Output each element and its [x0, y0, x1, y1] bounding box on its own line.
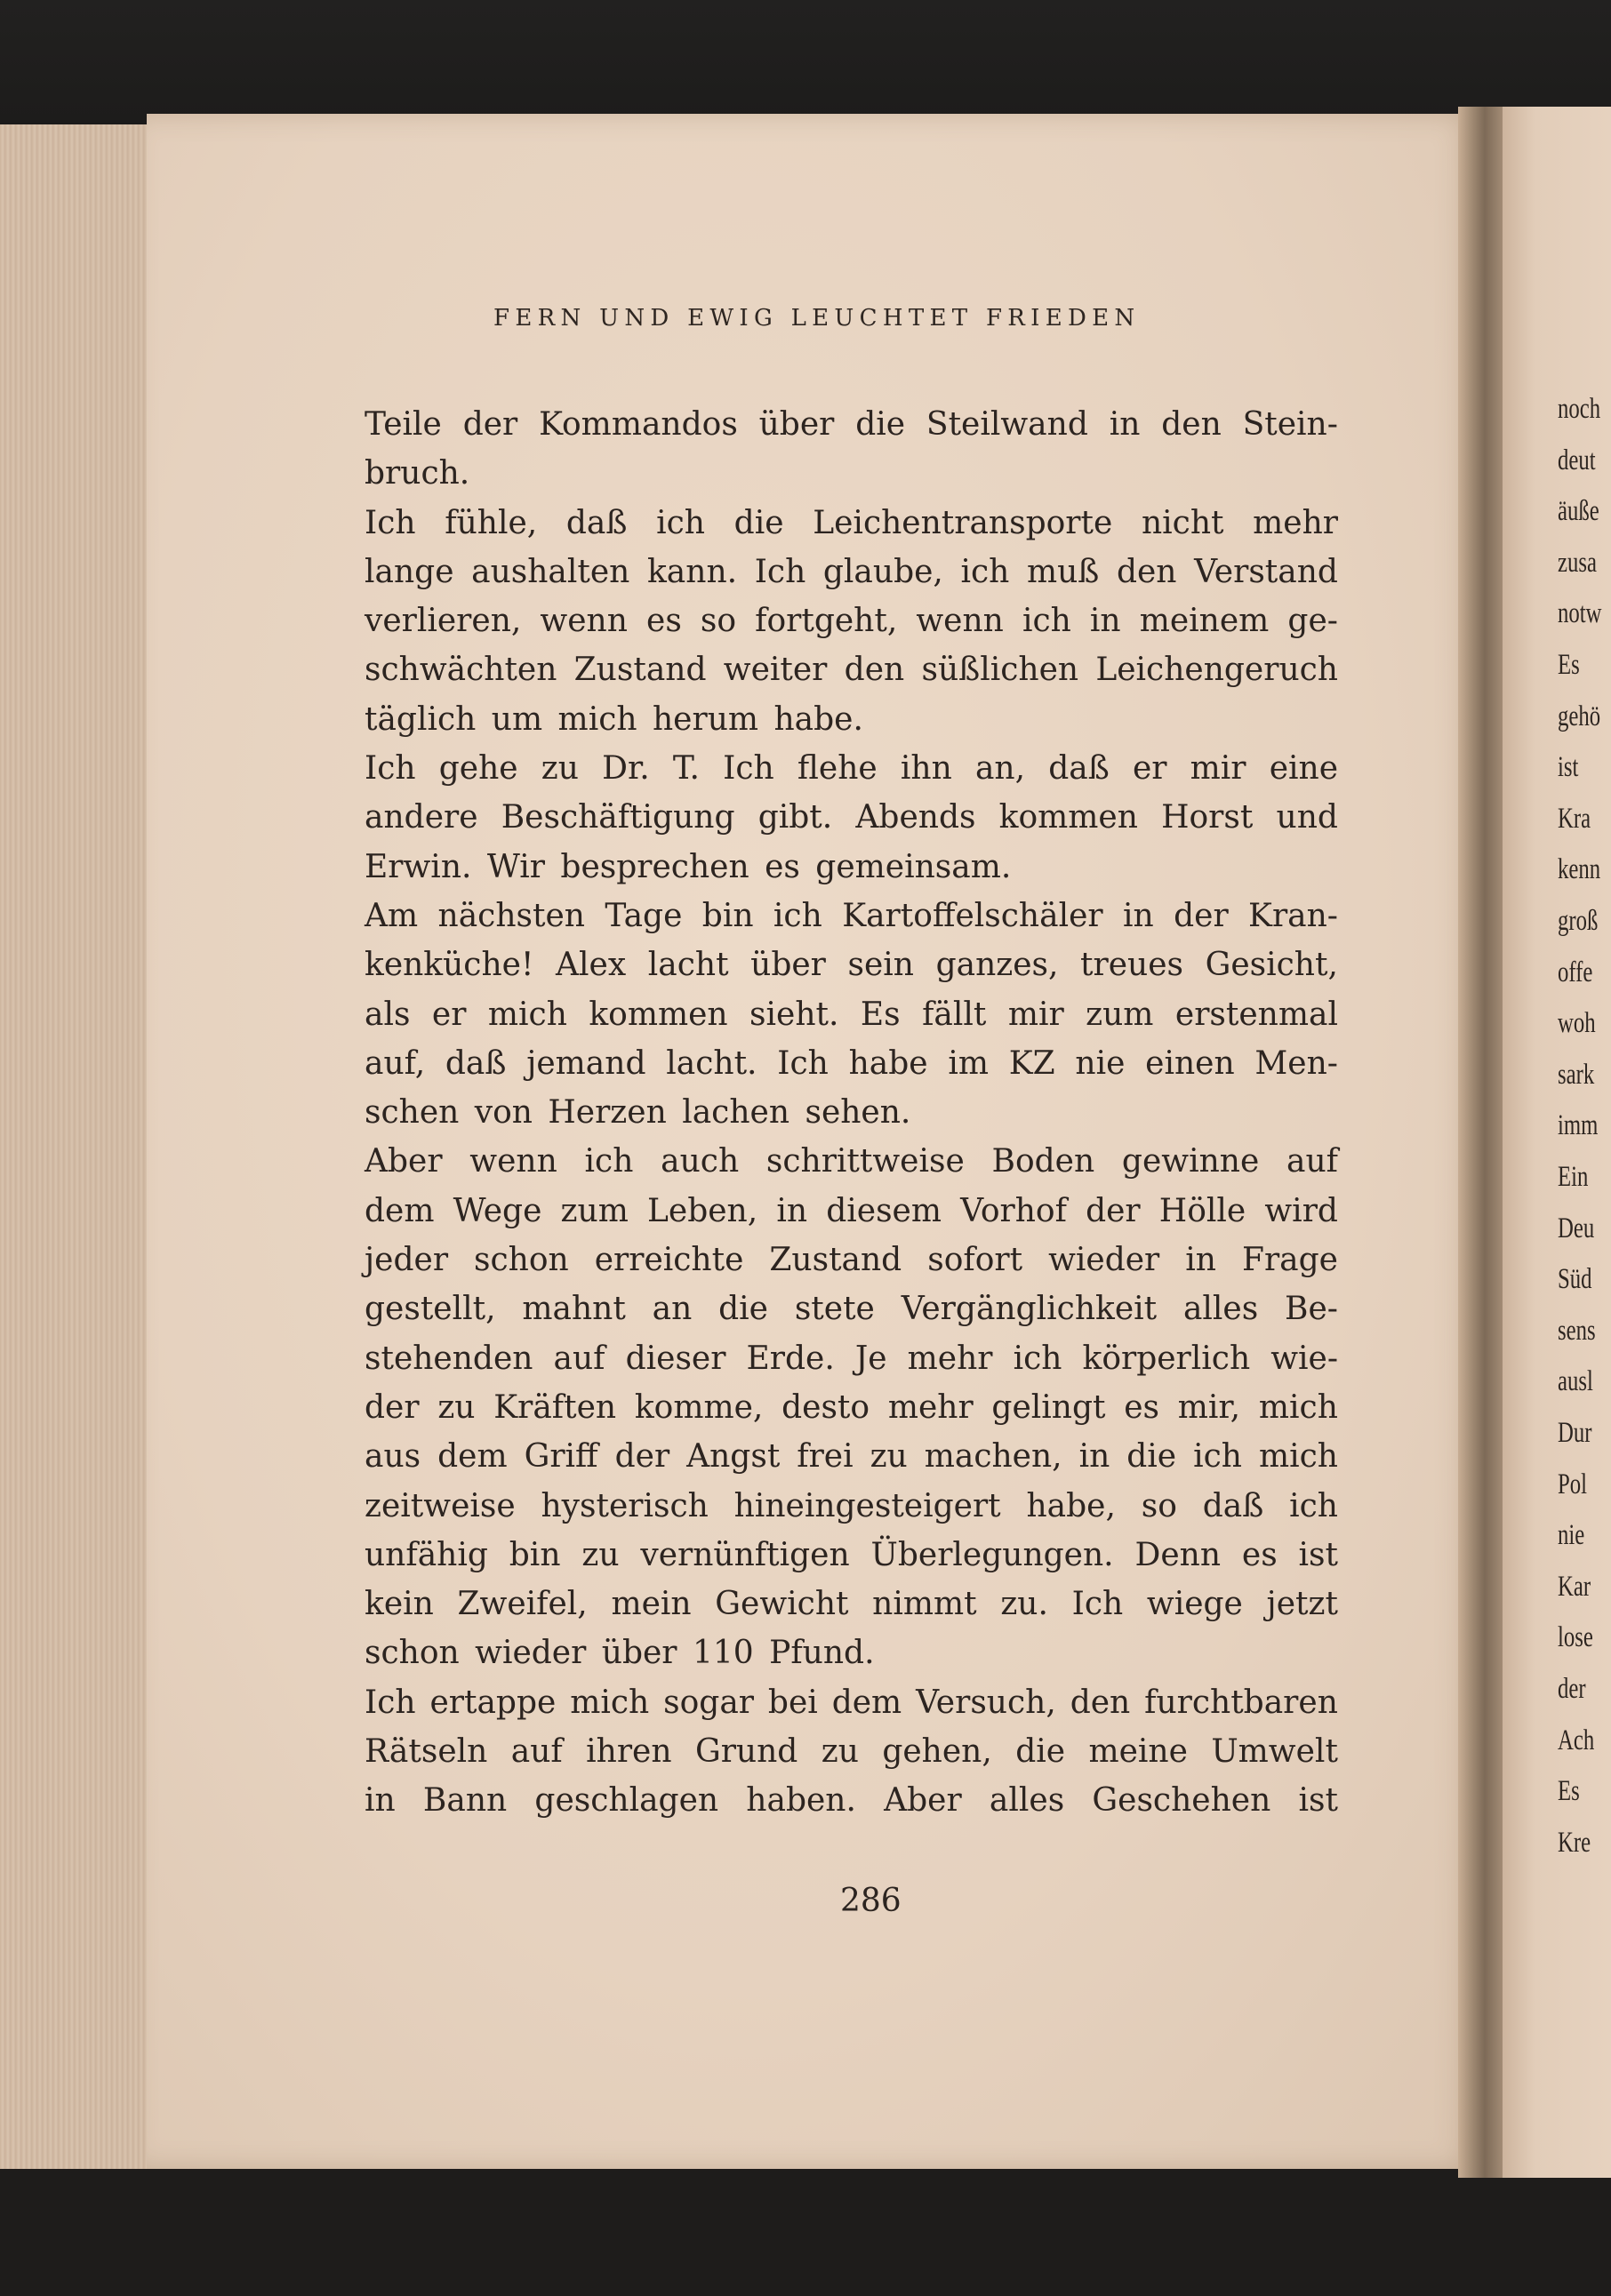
- word: lacht.: [666, 1044, 757, 1082]
- word: gewinne: [1121, 1143, 1260, 1180]
- word: nie: [1075, 1044, 1126, 1082]
- word: Griff: [524, 1438, 598, 1476]
- text-line: täglich um mich herum habe.: [365, 700, 863, 738]
- word: gestellt,: [365, 1291, 496, 1328]
- text-line: [365, 1580, 1338, 1628]
- word: so: [700, 603, 737, 640]
- word: bei: [767, 1684, 818, 1721]
- word: Kran-: [1248, 897, 1338, 934]
- background-top: [0, 0, 1611, 120]
- text-line: [365, 1137, 1338, 1186]
- word: sein: [847, 947, 914, 984]
- word: Be-: [1285, 1291, 1338, 1328]
- next-page-fragment: sens: [1558, 1314, 1596, 1347]
- word: in: [1089, 603, 1121, 640]
- word: meine: [1088, 1733, 1188, 1771]
- word: gehe: [438, 750, 518, 788]
- word: der: [365, 1388, 420, 1426]
- text-line: [365, 1334, 1338, 1383]
- word: sieht.: [749, 996, 839, 1033]
- word: Vergänglichkeit: [901, 1291, 1158, 1328]
- word: an,: [974, 750, 1026, 788]
- text-line: [365, 1678, 1338, 1727]
- word: desto: [781, 1388, 870, 1426]
- text-line: [365, 1727, 1338, 1776]
- word: aus: [365, 1438, 421, 1476]
- word: Teile: [365, 406, 442, 443]
- word: nächsten: [437, 897, 585, 934]
- word: ich: [1013, 1340, 1062, 1377]
- next-page-fragment: notw: [1558, 597, 1602, 630]
- word: Kräften: [493, 1388, 617, 1426]
- word: ihn: [900, 750, 952, 788]
- word: dem: [437, 1438, 508, 1476]
- word: ist: [1298, 1782, 1338, 1820]
- word: Verstand: [1194, 553, 1338, 590]
- word: den: [1161, 406, 1222, 443]
- word: lacht: [647, 947, 729, 984]
- word: machen,: [924, 1438, 1062, 1476]
- word: kein: [365, 1586, 434, 1623]
- next-page-fragment: Pol: [1558, 1468, 1588, 1500]
- next-page-fragment: groß: [1558, 905, 1599, 937]
- word: jetzt: [1266, 1586, 1338, 1623]
- word: fühle,: [445, 504, 538, 541]
- word: wird: [1264, 1192, 1338, 1229]
- next-page-fragment: nie: [1558, 1519, 1585, 1552]
- page-number: 286: [840, 1883, 902, 1919]
- word: daß: [565, 504, 628, 541]
- word: Hölle: [1158, 1192, 1246, 1229]
- word: Bann: [422, 1782, 508, 1820]
- word: auf: [553, 1340, 605, 1377]
- word: habe,: [1026, 1487, 1116, 1524]
- word: zum: [1086, 996, 1154, 1033]
- text-line: [365, 1039, 1338, 1088]
- word: ge-: [1287, 603, 1338, 640]
- word: ich: [584, 1143, 634, 1180]
- word: lange: [365, 553, 454, 590]
- text-line: [365, 990, 1338, 1039]
- word: bin: [509, 1536, 561, 1573]
- word: Horst: [1161, 799, 1254, 836]
- word: zu: [821, 1733, 859, 1771]
- text-line: [365, 645, 1338, 694]
- word: Erde.: [746, 1340, 835, 1377]
- word: gibt.: [757, 799, 833, 836]
- word: in: [365, 1782, 396, 1820]
- word: mahnt: [522, 1291, 626, 1328]
- word: Leichengeruch: [1095, 652, 1338, 689]
- word: als: [365, 996, 411, 1033]
- word: ich: [960, 553, 1010, 590]
- next-page-fragment: Es: [1558, 1775, 1580, 1808]
- word: in: [1185, 1242, 1216, 1279]
- next-page-fragment: noch: [1558, 393, 1601, 425]
- word: fällt: [922, 996, 987, 1033]
- word: schon: [474, 1242, 569, 1279]
- word: an: [652, 1291, 693, 1328]
- text-line: [365, 499, 1338, 548]
- word: der: [1174, 897, 1229, 934]
- word: Frage: [1241, 1242, 1338, 1279]
- word: den: [1070, 1684, 1131, 1721]
- text-line: Erwin. Wir besprechen es gemeinsam.: [365, 848, 1012, 885]
- next-page-fragment: Kar: [1558, 1570, 1591, 1603]
- word: über: [758, 406, 835, 443]
- word: Men-: [1254, 1044, 1338, 1082]
- word: Ich: [365, 750, 416, 788]
- word: kommen: [589, 996, 728, 1033]
- next-page-fragment: Es: [1558, 649, 1580, 681]
- next-page-fragment: Kre: [1558, 1826, 1591, 1859]
- word: hysterisch: [541, 1487, 709, 1524]
- text-line: [365, 744, 1338, 793]
- word: Aber: [884, 1782, 962, 1820]
- word: mehr: [1253, 504, 1338, 541]
- word: Zweifel,: [457, 1586, 588, 1623]
- word: mir,: [1177, 1388, 1241, 1426]
- next-page-fragment: ist: [1558, 751, 1579, 784]
- word: wenn: [540, 603, 628, 640]
- word: bin: [701, 897, 754, 934]
- word: vernünftigen: [640, 1536, 850, 1573]
- word: einen: [1145, 1044, 1235, 1082]
- word: der: [614, 1438, 670, 1476]
- text-line: [365, 940, 1338, 989]
- word: furchtbaren: [1144, 1684, 1338, 1721]
- word: wiege: [1146, 1586, 1243, 1623]
- next-page-fragment: Dur: [1558, 1417, 1592, 1449]
- next-page-fragment: Deu: [1558, 1212, 1595, 1244]
- next-page-fragment: kenn: [1558, 853, 1601, 886]
- word: süßlichen: [921, 652, 1079, 689]
- word: gelingt: [991, 1388, 1106, 1426]
- word: alles: [1182, 1291, 1259, 1328]
- word: zu: [437, 1388, 476, 1426]
- text-line: [365, 793, 1338, 842]
- word: über: [750, 947, 826, 984]
- word: zu: [581, 1536, 620, 1573]
- word: Zustand: [769, 1242, 902, 1279]
- word: Gesicht,: [1205, 947, 1338, 984]
- word: ich: [1022, 603, 1071, 640]
- next-page-fragment: Kra: [1558, 802, 1591, 835]
- word: er: [1132, 750, 1167, 788]
- word: es: [646, 603, 682, 640]
- word: Umwelt: [1211, 1733, 1338, 1771]
- background-bottom: [0, 2160, 1611, 2296]
- word: ich: [1193, 1438, 1242, 1476]
- word: Beschäftigung: [501, 799, 735, 836]
- next-page-fragment: der: [1558, 1673, 1586, 1705]
- word: ich: [773, 897, 822, 934]
- word: treues: [1080, 947, 1183, 984]
- word: Ich: [365, 504, 416, 541]
- word: Grund: [694, 1733, 798, 1771]
- word: Boden: [991, 1143, 1095, 1180]
- word: frei: [797, 1438, 854, 1476]
- next-page-fragment: gehö: [1558, 700, 1601, 732]
- word: T.: [672, 750, 700, 788]
- word: Steilwand: [926, 406, 1088, 443]
- word: Dr.: [602, 750, 650, 788]
- word: Vorhof: [960, 1192, 1067, 1229]
- word: andere: [365, 799, 478, 836]
- word: jeder: [365, 1242, 449, 1279]
- next-page-fragment: woh: [1558, 1007, 1596, 1040]
- text-line: [365, 1383, 1338, 1432]
- text-line: schen von Herzen lachen sehen.: [365, 1094, 911, 1132]
- text-line: [365, 1284, 1338, 1333]
- text-line: [365, 1432, 1338, 1481]
- word: eine: [1269, 750, 1338, 788]
- word: mich: [1258, 1438, 1338, 1476]
- word: aushalten: [471, 553, 630, 590]
- text-line: [365, 1776, 1338, 1825]
- word: auf: [510, 1733, 563, 1771]
- word: zu: [870, 1438, 908, 1476]
- word: die: [1015, 1733, 1066, 1771]
- next-page-fragment: zusa: [1558, 546, 1597, 579]
- word: ich: [656, 504, 705, 541]
- word: in: [1123, 897, 1154, 934]
- text-line: [365, 1482, 1338, 1531]
- word: Gewicht: [715, 1586, 849, 1623]
- word: Leichentransporte: [813, 504, 1113, 541]
- word: mich: [487, 996, 567, 1033]
- text-line: [365, 400, 1338, 449]
- word: schrittweise: [765, 1143, 965, 1180]
- text-line: [365, 1187, 1338, 1236]
- word: gehen,: [882, 1733, 992, 1771]
- word: mich: [1258, 1388, 1338, 1426]
- word: schwächten: [365, 652, 557, 689]
- word: zu.: [1000, 1586, 1048, 1623]
- word: Ich: [365, 1684, 416, 1721]
- word: der: [1086, 1192, 1141, 1229]
- word: muß: [1026, 553, 1100, 590]
- word: mehr: [887, 1388, 974, 1426]
- word: mich: [570, 1684, 650, 1721]
- word: fortgeht,: [755, 603, 898, 640]
- word: Rätseln: [365, 1733, 488, 1771]
- word: der: [462, 406, 518, 443]
- next-page-fragment: imm: [1558, 1109, 1599, 1142]
- word: es: [1241, 1536, 1278, 1573]
- word: hineingesteigert: [733, 1487, 1001, 1524]
- text-line: schon wieder über 110 Pfund.: [365, 1635, 875, 1672]
- word: Ich: [723, 750, 774, 788]
- word: komme,: [634, 1388, 764, 1426]
- word: Stein-: [1242, 406, 1338, 443]
- word: daß: [1202, 1487, 1264, 1524]
- word: diesem: [826, 1192, 942, 1229]
- word: verlieren,: [365, 603, 522, 640]
- word: mein: [611, 1586, 692, 1623]
- word: die: [733, 504, 784, 541]
- next-page-fragment: offe: [1558, 956, 1593, 988]
- word: kann.: [646, 553, 738, 590]
- next-page-fragment: Ach: [1558, 1724, 1595, 1756]
- word: wie-: [1270, 1340, 1338, 1377]
- word: alles: [989, 1782, 1065, 1820]
- word: ist: [1298, 1536, 1338, 1573]
- next-page-fragment: sark: [1558, 1058, 1595, 1091]
- word: den: [1116, 553, 1177, 590]
- word: Versuch,: [916, 1684, 1056, 1721]
- word: auf,: [365, 1044, 426, 1082]
- next-page-fragment: deut: [1558, 444, 1596, 476]
- text-line: [365, 1531, 1338, 1580]
- word: KZ: [1008, 1044, 1055, 1082]
- word: ganzes,: [935, 947, 1059, 984]
- text-line: [365, 548, 1338, 596]
- word: Überlegungen.: [870, 1536, 1114, 1573]
- word: habe: [848, 1044, 928, 1082]
- word: Je: [854, 1340, 887, 1377]
- word: auf: [1286, 1143, 1338, 1180]
- page-edges: [0, 124, 169, 2169]
- word: ich: [1289, 1487, 1338, 1524]
- word: Aber: [365, 1143, 443, 1180]
- next-page-fragment: äuße: [1558, 495, 1599, 528]
- word: mir: [1007, 996, 1064, 1033]
- word: Abends: [855, 799, 976, 836]
- next-page-fragment: Süd: [1558, 1263, 1592, 1296]
- word: Es: [860, 996, 901, 1033]
- word: Denn: [1134, 1536, 1222, 1573]
- word: meinem: [1139, 603, 1270, 640]
- text-line: [365, 1236, 1338, 1284]
- word: nicht: [1141, 504, 1224, 541]
- word: dieser: [625, 1340, 726, 1377]
- text-line: bruch.: [365, 455, 470, 492]
- word: im: [948, 1044, 989, 1082]
- word: geschlagen: [534, 1782, 719, 1820]
- word: ihren: [586, 1733, 672, 1771]
- word: flehe: [797, 750, 878, 788]
- word: ertappe: [429, 1684, 557, 1721]
- word: Angst: [686, 1438, 781, 1476]
- page-body-text: [365, 400, 1338, 1826]
- word: erreichte: [594, 1242, 744, 1279]
- text-line: [365, 596, 1338, 645]
- running-head: FERN UND EWIG LEUCHTET FRIEDEN: [493, 305, 1141, 332]
- word: daß: [1048, 750, 1110, 788]
- word: zu: [541, 750, 579, 788]
- word: sofort: [927, 1242, 1023, 1279]
- word: er: [431, 996, 467, 1033]
- word: in: [776, 1192, 808, 1229]
- word: auch: [661, 1143, 740, 1180]
- word: Wege: [453, 1192, 542, 1229]
- word: wieder: [1048, 1242, 1160, 1279]
- text-line: [365, 892, 1338, 940]
- word: Kartoffelschäler: [842, 897, 1103, 934]
- word: unfähig: [365, 1536, 488, 1573]
- word: mir: [1190, 750, 1246, 788]
- word: die: [855, 406, 906, 443]
- word: Alex: [556, 947, 627, 984]
- word: sogar: [663, 1684, 755, 1721]
- word: haben.: [746, 1782, 856, 1820]
- word: Leben,: [647, 1192, 758, 1229]
- word: weiter: [723, 652, 828, 689]
- word: dem: [831, 1684, 902, 1721]
- word: kenküche!: [365, 947, 534, 984]
- word: kommen: [998, 799, 1138, 836]
- word: die: [1126, 1438, 1177, 1476]
- word: in: [1109, 406, 1141, 443]
- next-page-edge: [1503, 107, 1611, 2178]
- next-page-fragment: ausl: [1558, 1365, 1593, 1398]
- word: in: [1078, 1438, 1110, 1476]
- word: es: [1124, 1388, 1160, 1426]
- next-page-fragment: lose: [1558, 1621, 1593, 1654]
- word: Zustand: [573, 652, 707, 689]
- word: Am: [365, 897, 419, 934]
- word: Ich: [777, 1044, 829, 1082]
- word: stete: [794, 1291, 875, 1328]
- word: Geschehen: [1092, 1782, 1271, 1820]
- word: körperlich: [1082, 1340, 1251, 1377]
- next-page-fragment: Ein: [1558, 1161, 1589, 1193]
- word: jemand: [526, 1044, 646, 1082]
- word: wenn: [469, 1143, 557, 1180]
- word: daß: [445, 1044, 507, 1082]
- word: nimmt: [872, 1586, 977, 1623]
- word: glaube,: [822, 553, 943, 590]
- word: die: [718, 1291, 768, 1328]
- word: zum: [560, 1192, 629, 1229]
- word: Ich: [754, 553, 806, 590]
- word: wenn: [916, 603, 1004, 640]
- word: stehenden: [365, 1340, 533, 1377]
- word: zeitweise: [365, 1487, 516, 1524]
- word: erstenmal: [1174, 996, 1338, 1033]
- word: Tage: [605, 897, 683, 934]
- word: Kommandos: [539, 406, 738, 443]
- word: dem: [365, 1192, 435, 1229]
- word: und: [1276, 799, 1338, 836]
- word: den: [844, 652, 905, 689]
- word: Ich: [1071, 1586, 1124, 1623]
- word: so: [1141, 1487, 1177, 1524]
- word: mehr: [907, 1340, 993, 1377]
